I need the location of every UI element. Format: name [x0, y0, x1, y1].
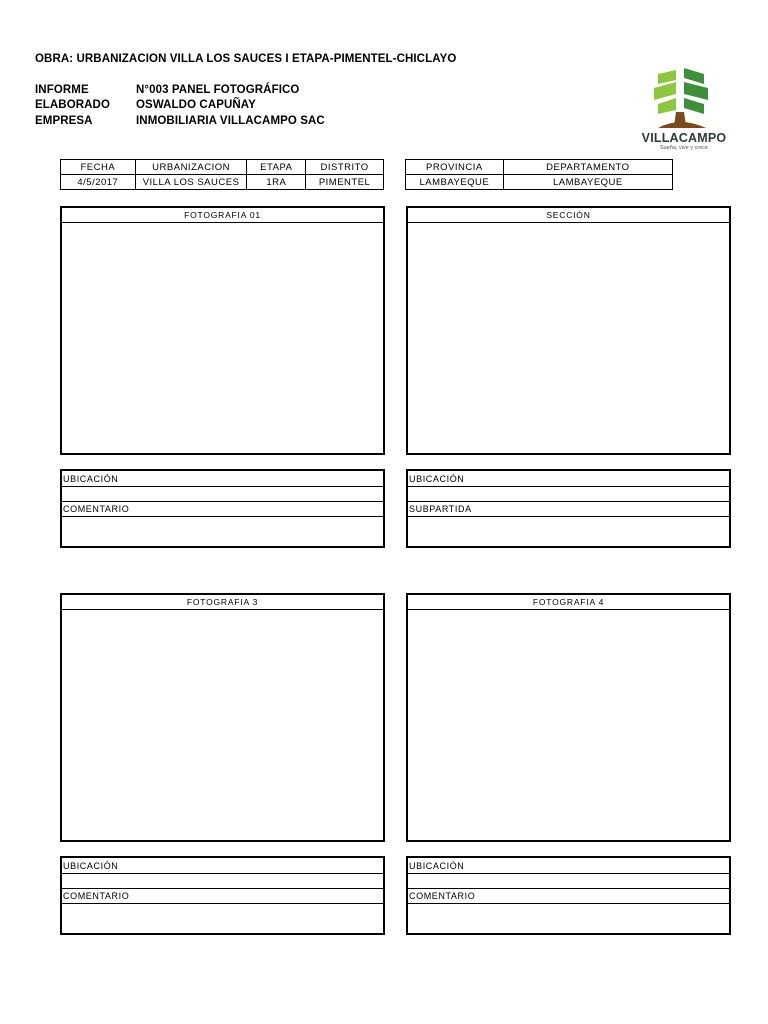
ubicacion-field: [62, 874, 383, 889]
ubicacion-label: UBICACIÓN: [62, 471, 383, 487]
elaborado-value: OSWALDO CAPUÑAY: [136, 99, 256, 111]
ubicacion-field: [408, 487, 729, 502]
value-distrito: PIMENTEL: [306, 175, 384, 190]
photo-panel-2: [406, 206, 731, 455]
empresa-label: EMPRESA: [35, 115, 93, 127]
subpartida-field: [408, 517, 729, 546]
info-table-header-row: [61, 160, 384, 175]
value-fecha: 4/5/2017: [61, 175, 136, 190]
logo-name: VILLACAMPO: [641, 131, 727, 145]
photo-panel-title: FOTOGRAFIA 01: [62, 208, 383, 223]
photo-info-box-2: [406, 469, 731, 548]
elaborado-label: ELABORADO: [35, 99, 111, 111]
info-table-right: [405, 159, 673, 190]
info-table-value-row: [61, 175, 384, 190]
photo-panel-title: FOTOGRAFIA 3: [62, 595, 383, 610]
header-fecha: FECHA: [61, 160, 136, 175]
value-urbanizacion: VILLA LOS SAUCES: [135, 175, 247, 190]
info-table-header-row: [406, 160, 673, 175]
photo-panel-1: [60, 206, 385, 455]
comentario-label: COMENTARIO: [62, 889, 383, 904]
info-table-left: [60, 159, 384, 190]
obra-title: OBRA: URBANIZACION VILLA LOS SAUCES I ETAPA-PIMENTEL-CHICLAYO: [35, 53, 457, 65]
comentario-field: [62, 517, 383, 546]
photo-panel-3: [60, 593, 385, 842]
informe-value: N°003 PANEL FOTOGRÁFICO: [136, 84, 300, 96]
company-logo: [636, 66, 732, 152]
header-distrito: DISTRITO: [306, 160, 384, 175]
tree-logo-icon: [636, 66, 732, 132]
comentario-field: [408, 904, 729, 933]
logo-slogan: Sueña, vive y crece: [660, 145, 708, 151]
header-etapa: ETAPA: [247, 160, 306, 175]
header-provincia: PROVINCIA: [406, 160, 504, 175]
ubicacion-label: UBICACIÓN: [408, 471, 729, 487]
value-etapa: 1RA: [247, 175, 306, 190]
informe-label: INFORME: [35, 84, 89, 96]
info-table-value-row: [406, 175, 673, 190]
header-urbanizacion: URBANIZACION: [135, 160, 247, 175]
photo-info-box-1: [60, 469, 385, 548]
ubicacion-field: [408, 874, 729, 889]
photo-info-box-4: [406, 856, 731, 935]
comentario-label: COMENTARIO: [408, 889, 729, 904]
header-departamento: DEPARTAMENTO: [503, 160, 672, 175]
comentario-label: COMENTARIO: [62, 502, 383, 517]
photo-panel-title: SECCIÓN: [408, 208, 729, 223]
ubicacion-label: UBICACIÓN: [62, 858, 383, 874]
ubicacion-label: UBICACIÓN: [408, 858, 729, 874]
photo-info-box-3: [60, 856, 385, 935]
photo-panel-title: FOTOGRAFIA 4: [408, 595, 729, 610]
comentario-field: [62, 904, 383, 933]
photo-panel-4: [406, 593, 731, 842]
subpartida-label: SUBPARTIDA: [408, 502, 729, 517]
empresa-value: INMOBILIARIA VILLACAMPO SAC: [136, 115, 325, 127]
ubicacion-field: [62, 487, 383, 502]
value-provincia: LAMBAYEQUE: [406, 175, 504, 190]
value-departamento: LAMBAYEQUE: [503, 175, 672, 190]
